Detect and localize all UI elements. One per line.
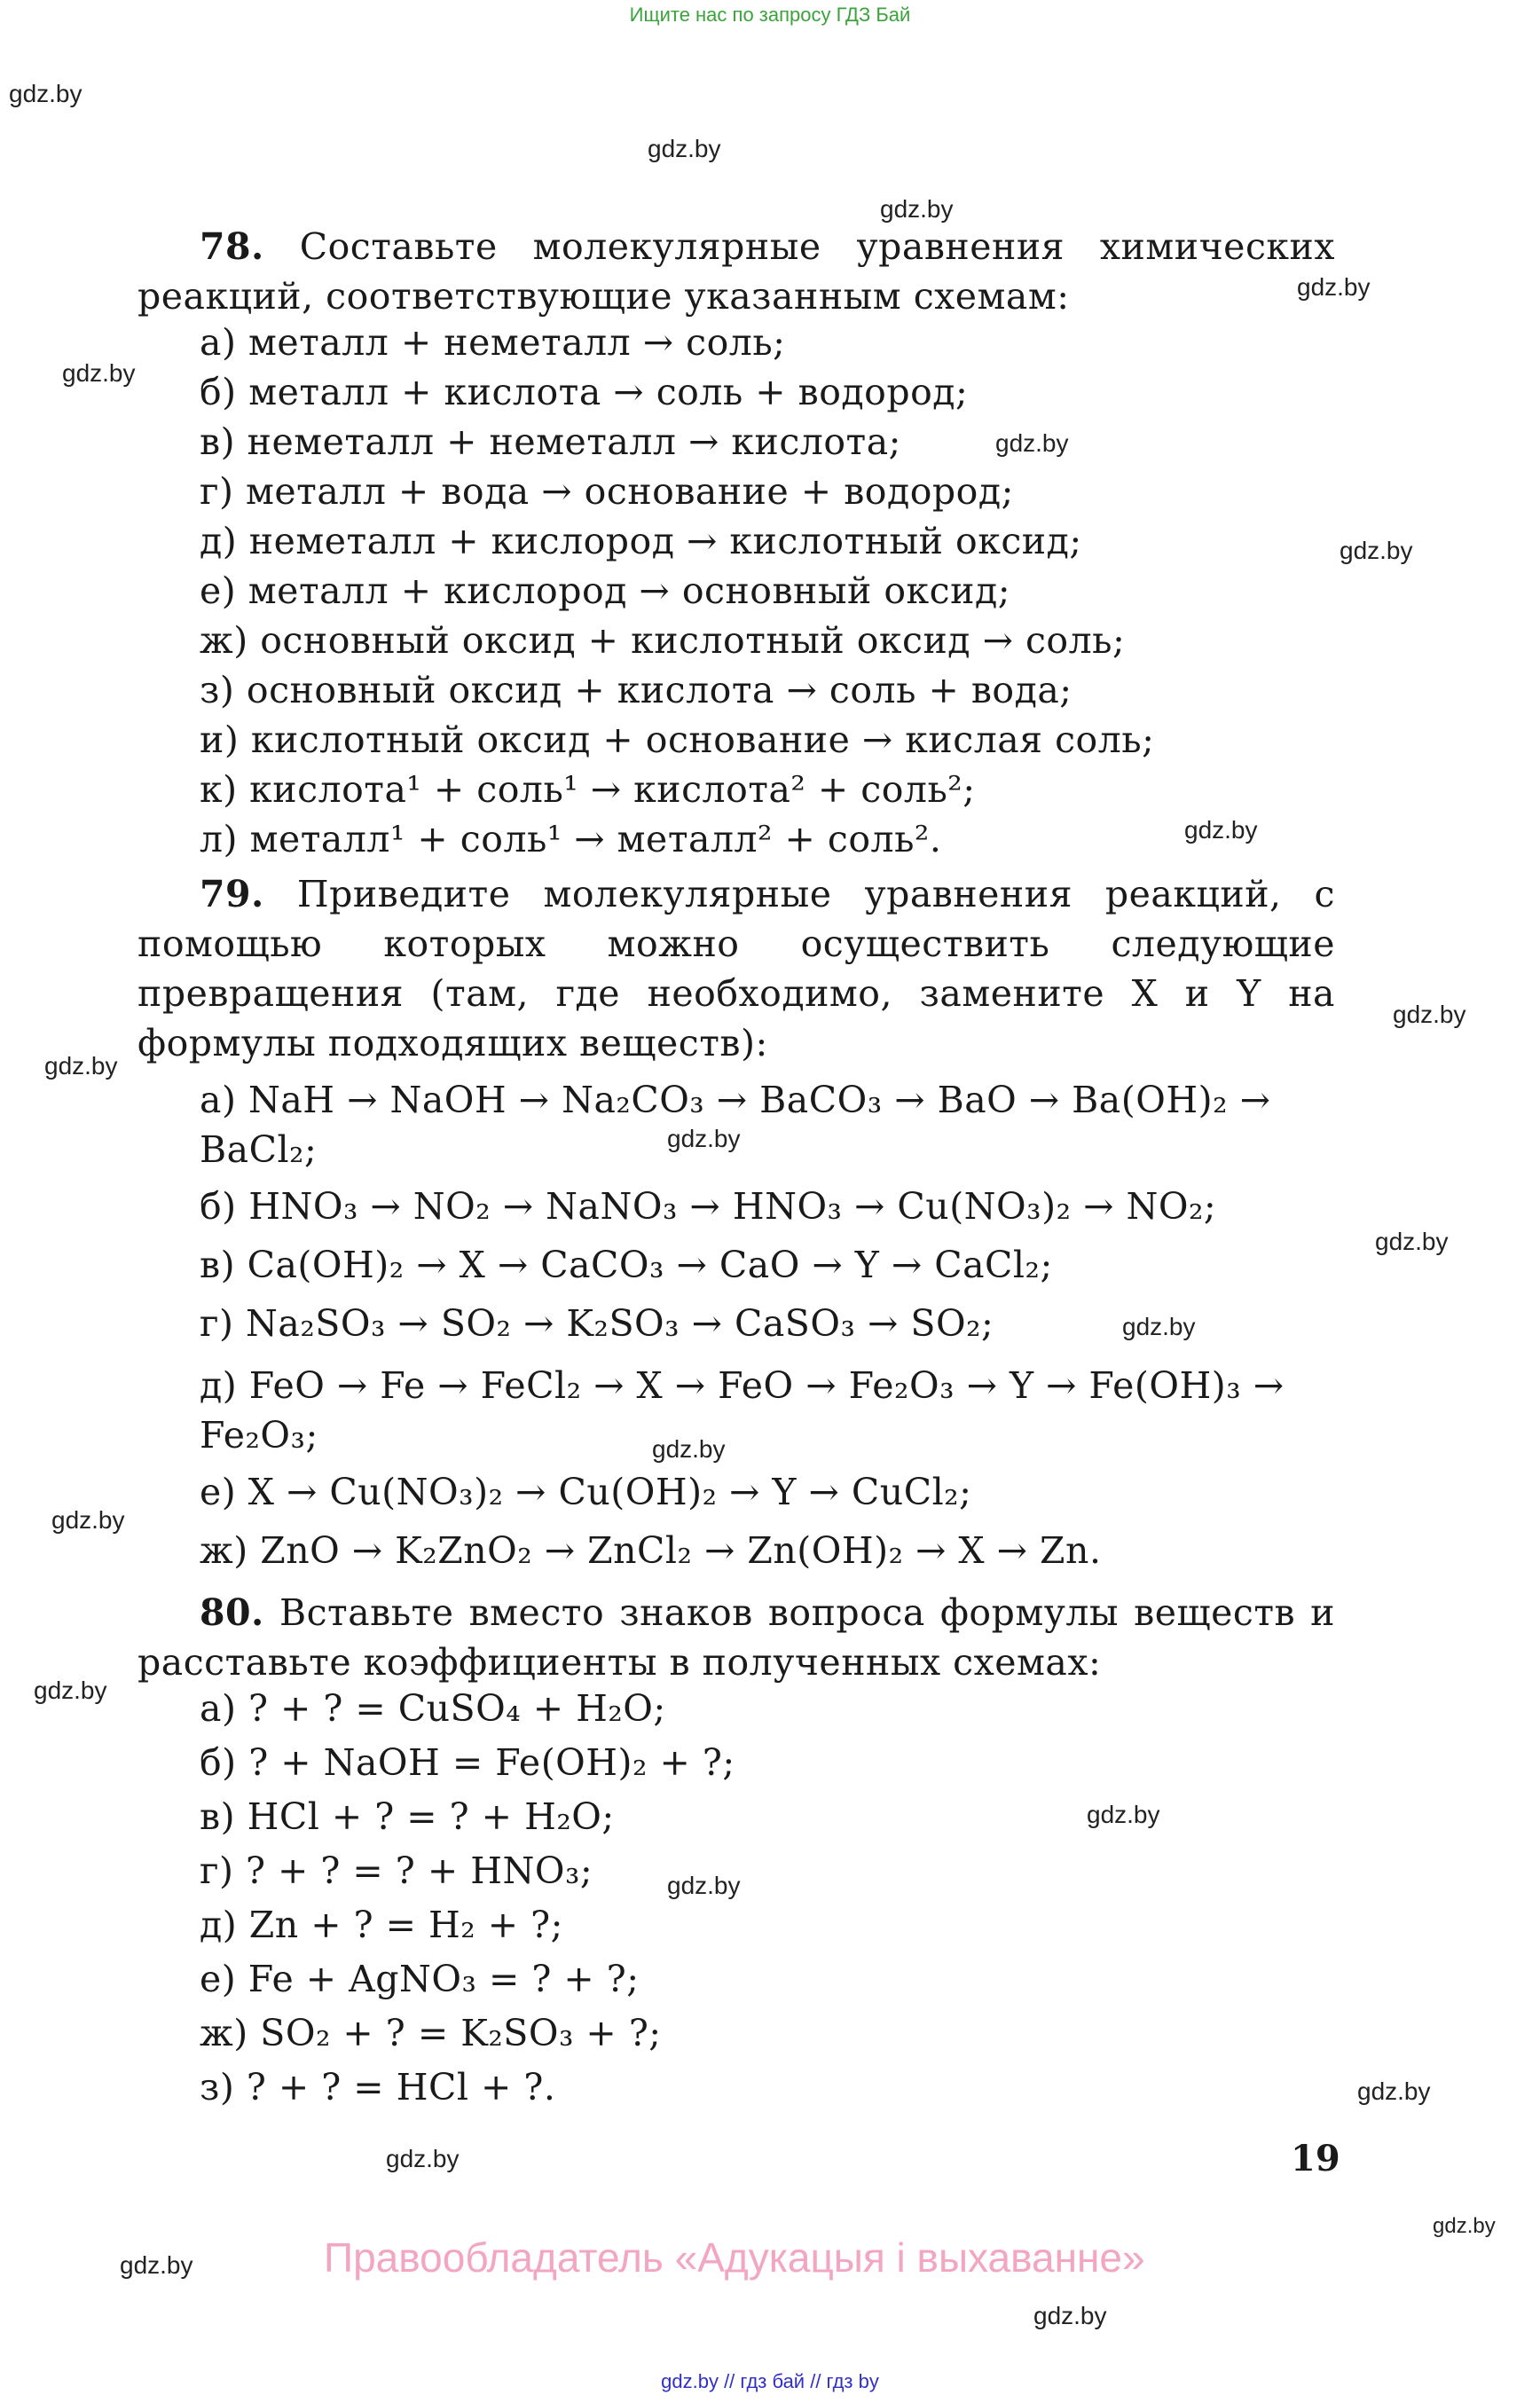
watermark: gdz.by bbox=[120, 2251, 193, 2279]
list-item: а) ? + ? = CuSO₄ + H₂O; bbox=[200, 1687, 666, 1730]
watermark: gdz.by bbox=[1184, 816, 1258, 844]
watermark: gdz.by bbox=[652, 1435, 726, 1463]
watermark: gdz.by bbox=[1393, 1001, 1466, 1028]
list-item: г) ? + ? = ? + HNO₃; bbox=[200, 1849, 593, 1892]
watermark: gdz.by bbox=[9, 80, 82, 107]
page-number: 19 bbox=[1291, 2138, 1340, 2179]
watermark: gdz.by bbox=[1433, 2214, 1496, 2238]
list-item: г) Na₂SO₃ → SO₂ → K₂SO₃ → CaSO₃ → SO₂; bbox=[200, 1302, 994, 1345]
problem-78-statement bbox=[138, 222, 1335, 321]
list-item: е) Fe + AgNO₃ = ? + ?; bbox=[200, 1958, 640, 2000]
watermark: gdz.by bbox=[1087, 1801, 1160, 1828]
watermark: gdz.by bbox=[62, 359, 136, 387]
watermark: gdz.by bbox=[648, 135, 721, 162]
list-item: и) кислотный оксид + основание → кислая соль; bbox=[200, 719, 1155, 761]
list-item: к) кислота¹ + соль¹ → кислота² + соль²; bbox=[200, 768, 976, 811]
problem-number: 80. bbox=[200, 1591, 264, 1634]
watermark: gdz.by bbox=[1357, 2077, 1431, 2105]
watermark: gdz.by bbox=[1340, 537, 1413, 564]
problem-80-statement bbox=[138, 1588, 1335, 1687]
watermark: gdz.by bbox=[1033, 2302, 1107, 2329]
list-item: л) металл¹ + соль¹ → металл² + соль². bbox=[200, 818, 942, 860]
list-item: ж) SO₂ + ? = K₂SO₃ + ?; bbox=[200, 2012, 662, 2054]
watermark: gdz.by bbox=[667, 1125, 741, 1152]
list-item: а) NaH → NaOH → Na₂CO₃ → BaCO₃ → BaO → Ba(OH)₂ → BaCl₂; bbox=[200, 1079, 1271, 1171]
watermark: gdz.by bbox=[1122, 1313, 1196, 1340]
watermark: gdz.by bbox=[667, 1872, 741, 1899]
watermark: gdz.by bbox=[386, 2145, 460, 2172]
list-item: з) ? + ? = HCl + ?. bbox=[200, 2066, 556, 2109]
problem-text: Приведите молекулярные уравнения реакций, с помощью которых можно осуществить следующие превращения (там, где необходимо, замените X и Y на формулы подходящих веществ): bbox=[138, 873, 1335, 1064]
watermark: gdz.by bbox=[44, 1052, 118, 1080]
watermark: gdz.by bbox=[995, 429, 1069, 457]
footer-links[interactable]: gdz.by // гдз бай // гдз by bbox=[661, 2370, 879, 2392]
list-item: ж) ZnO → K₂ZnO₂ → ZnCl₂ → Zn(OH)₂ → X → Zn. bbox=[200, 1529, 1102, 1572]
list-item: а) металл + неметалл → соль; bbox=[200, 321, 786, 364]
list-item: в) HCl + ? = ? + H₂O; bbox=[200, 1795, 615, 1838]
list-item: б) ? + NaOH = Fe(OH)₂ + ?; bbox=[200, 1741, 735, 1784]
list-item: б) металл + кислота → соль + водород; bbox=[200, 371, 969, 413]
problem-text: Составьте молекулярные уравнения химических реакций, соответствующие указанным схемам: bbox=[138, 225, 1335, 318]
problem-number: 79. bbox=[200, 873, 264, 915]
problem-number: 78. bbox=[200, 225, 264, 268]
problem-text: Вставьте вместо знаков вопроса формулы веществ и расставьте коэффициенты в полученных схемах: bbox=[138, 1591, 1335, 1684]
list-item: в) Ca(OH)₂ → X → CaCO₃ → CaO → Y → CaCl₂; bbox=[200, 1244, 1053, 1286]
list-item: д) Zn + ? = H₂ + ?; bbox=[200, 1904, 563, 1946]
watermark: gdz.by bbox=[1375, 1228, 1449, 1255]
list-item: в) неметалл + неметалл → кислота; bbox=[200, 420, 901, 463]
list-item: ж) основный оксид + кислотный оксид → соль; bbox=[200, 619, 1126, 662]
list-item: б) HNO₃ → NO₂ → NaNO₃ → HNO₃ → Cu(NO₃)₂ → NO₂; bbox=[200, 1185, 1217, 1228]
problem-79-statement bbox=[138, 869, 1335, 1068]
list-item: е) X → Cu(NO₃)₂ → Cu(OH)₂ → Y → CuCl₂; bbox=[200, 1471, 972, 1513]
list-item: д) FeO → Fe → FeCl₂ → X → FeO → Fe₂O₃ → Y → Fe(OH)₃ → Fe₂O₃; bbox=[200, 1364, 1285, 1457]
list-item: д) неметалл + кислород → кислотный оксид; bbox=[200, 520, 1082, 562]
list-item: г) металл + вода → основание + водород; bbox=[200, 470, 1014, 513]
list-item: з) основный оксид + кислота → соль + вода; bbox=[200, 669, 1072, 711]
watermark: gdz.by bbox=[34, 1677, 107, 1704]
copyright-owner: Правообладатель «Адукацыя і выхаванне» bbox=[324, 2234, 1145, 2281]
watermark: gdz.by bbox=[51, 1506, 125, 1534]
watermark: gdz.by bbox=[880, 195, 954, 223]
list-item: е) металл + кислород → основный оксид; bbox=[200, 569, 1011, 612]
top-banner[interactable]: Ищите нас по запросу ГДЗ Бай bbox=[629, 4, 911, 26]
watermark: gdz.by bbox=[1297, 273, 1371, 301]
